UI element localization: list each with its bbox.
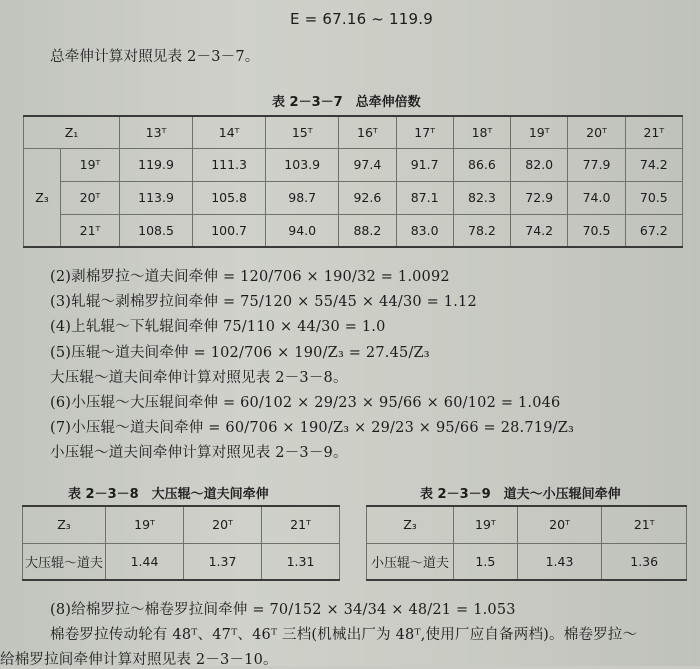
table-cell: 82.0 bbox=[511, 148, 568, 181]
table-cell: 87.1 bbox=[396, 181, 453, 214]
table8-caption: 表 2－3－8 大压辊～道夫间牵伸 bbox=[68, 487, 269, 502]
table-cell: 105.8 bbox=[193, 181, 266, 214]
table7-col-header: 15ᵀ bbox=[266, 116, 339, 148]
table9-col-header: 20ᵀ bbox=[517, 506, 602, 543]
table-row bbox=[23, 543, 340, 580]
intro-line: 总牵伸计算对照见表 2－3－7。 bbox=[50, 49, 260, 65]
table7-row-label: 21ᵀ bbox=[61, 214, 120, 247]
table-2-3-7 bbox=[23, 115, 683, 248]
table-cell: 78.2 bbox=[453, 214, 510, 247]
table-row bbox=[24, 181, 683, 214]
text-line-9: 棉卷罗拉传动轮有 48ᵀ、47ᵀ、46ᵀ 三档(机械出厂为 48ᵀ,使用厂应自备两档)。棉卷罗拉～ bbox=[50, 627, 638, 643]
table-row bbox=[24, 148, 683, 181]
text-line-7: (7)小压辊～道夫间牵伸 = 60/706 × 190/Z₃ × 29/23 × 95/66 = 28.719/Z₃ bbox=[50, 420, 575, 436]
table8-corner: Z₃ bbox=[23, 506, 106, 543]
table9-col-header: 19ᵀ bbox=[454, 506, 518, 543]
table-cell: 1.44 bbox=[106, 543, 184, 580]
equation-range: E = 67.16 ~ 119.9 bbox=[290, 10, 433, 28]
text-line-6: (6)小压辊～大压辊间牵伸 = 60/102 × 29/23 × 95/66 × 60/102 = 1.046 bbox=[50, 395, 561, 411]
table-cell: 88.2 bbox=[339, 214, 396, 247]
table-cell: 91.7 bbox=[396, 148, 453, 181]
table-cell: 83.0 bbox=[396, 214, 453, 247]
table-cell: 103.9 bbox=[266, 148, 339, 181]
table-2-3-9 bbox=[366, 505, 687, 581]
table-row bbox=[367, 543, 687, 580]
text-line-5b: 大压辊～道夫间牵伸计算对照见表 2－3－8。 bbox=[50, 370, 348, 386]
table9-row-label: 小压辊～道夫 bbox=[367, 543, 454, 580]
table-cell: 97.4 bbox=[339, 148, 396, 181]
table-cell: 111.3 bbox=[193, 148, 266, 181]
table7-col-header: 14ᵀ bbox=[193, 116, 266, 148]
text-line-5: (5)压辊～道夫间牵伸 = 102/706 × 190/Z₃ = 27.45/Z₃ bbox=[50, 345, 430, 361]
table8-row-label: 大压辊～道夫 bbox=[23, 543, 106, 580]
table-cell: 108.5 bbox=[120, 214, 193, 247]
table-cell: 74.2 bbox=[625, 148, 682, 181]
table-cell: 113.9 bbox=[120, 181, 193, 214]
table7-col-header: 20ᵀ bbox=[568, 116, 625, 148]
table-cell: 92.6 bbox=[339, 181, 396, 214]
table7-col-header: 18ᵀ bbox=[453, 116, 510, 148]
table7-col-header: 17ᵀ bbox=[396, 116, 453, 148]
table-cell: 77.9 bbox=[568, 148, 625, 181]
table-row bbox=[24, 214, 683, 247]
table-2-3-8 bbox=[22, 505, 340, 581]
table9-corner: Z₃ bbox=[367, 506, 454, 543]
table7-col-header: 21ᵀ bbox=[625, 116, 682, 148]
text-line-10: 给棉罗拉间牵伸计算对照见表 2－3－10。 bbox=[0, 652, 278, 668]
text-line-4: (4)上轧辊～下轧辊间牵伸 75/110 × 44/30 = 1.0 bbox=[50, 319, 386, 335]
text-line-2: (2)剥棉罗拉～道夫间牵伸 = 120/706 × 190/32 = 1.0092 bbox=[50, 269, 450, 285]
table-cell: 1.5 bbox=[454, 543, 518, 580]
table-cell: 74.0 bbox=[568, 181, 625, 214]
table7-corner: Z₁ bbox=[24, 116, 120, 148]
table-cell: 1.31 bbox=[262, 543, 340, 580]
table-cell: 67.2 bbox=[625, 214, 682, 247]
table7-row-label: 20ᵀ bbox=[61, 181, 120, 214]
table7-col-header: 13ᵀ bbox=[120, 116, 193, 148]
table8-col-header: 20ᵀ bbox=[184, 506, 262, 543]
table-cell: 1.37 bbox=[184, 543, 262, 580]
table7-col-header: 19ᵀ bbox=[511, 116, 568, 148]
text-line-3: (3)轧辊～剥棉罗拉间牵伸 = 75/120 × 55/45 × 44/30 = 1.12 bbox=[50, 294, 477, 310]
table7-row-group: Z₃ bbox=[24, 148, 61, 247]
table-cell: 1.43 bbox=[517, 543, 602, 580]
table8-col-header: 19ᵀ bbox=[106, 506, 184, 543]
table9-col-header: 21ᵀ bbox=[602, 506, 687, 543]
table-cell: 86.6 bbox=[453, 148, 510, 181]
table-cell: 100.7 bbox=[193, 214, 266, 247]
table-cell: 119.9 bbox=[120, 148, 193, 181]
table7-row-label: 19ᵀ bbox=[61, 148, 120, 181]
table-cell: 74.2 bbox=[511, 214, 568, 247]
table7-caption: 表 2－3－7 总牵伸倍数 bbox=[272, 95, 421, 110]
table-cell: 1.36 bbox=[602, 543, 687, 580]
table-cell: 70.5 bbox=[625, 181, 682, 214]
table-cell: 70.5 bbox=[568, 214, 625, 247]
table-cell: 72.9 bbox=[511, 181, 568, 214]
table7-col-header: 16ᵀ bbox=[339, 116, 396, 148]
table8-col-header: 21ᵀ bbox=[262, 506, 340, 543]
text-line-7b: 小压辊～道夫间牵伸计算对照见表 2－3－9。 bbox=[50, 445, 348, 461]
table9-caption: 表 2－3－9 道夫～小压辊间牵伸 bbox=[420, 487, 621, 502]
text-line-8: (8)给棉罗拉～棉卷罗拉间牵伸 = 70/152 × 34/34 × 48/21 = 1.053 bbox=[50, 602, 516, 618]
table-cell: 94.0 bbox=[266, 214, 339, 247]
table-cell: 82.3 bbox=[453, 181, 510, 214]
table-cell: 98.7 bbox=[266, 181, 339, 214]
